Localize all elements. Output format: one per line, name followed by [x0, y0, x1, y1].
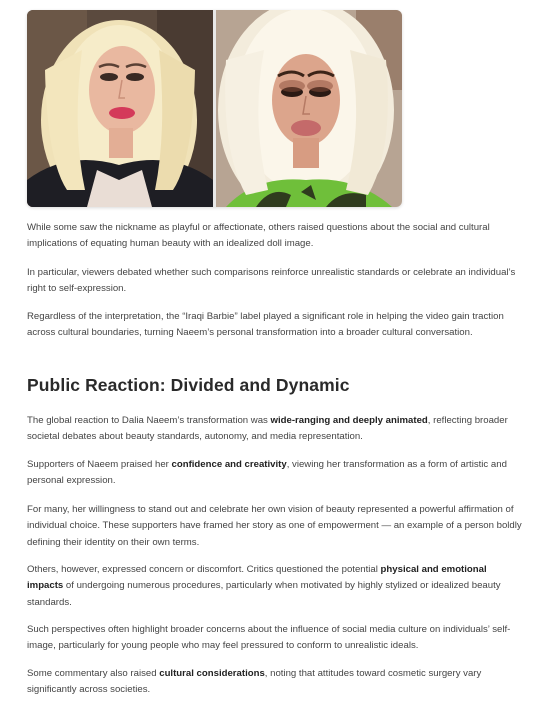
text-run: , reflecting broader societal debates about beauty standards, autonomy, and media representation. [27, 415, 508, 443]
paragraph-supporters [27, 457, 523, 490]
woman-before-photo [27, 10, 213, 207]
bold-phrase: confidence and creativity [171, 459, 287, 470]
paragraph-social-media [27, 622, 523, 655]
text-run: Regardless of the interpretation, the “Iraqi Barbie” label played a significant role in helping the video gain traction across cultural boundaries, turning Naeem’s personal transformation into a broader cultural conversation. [27, 311, 504, 339]
paragraph-iraqi-barbie-label [27, 309, 523, 342]
section-heading: Public Reaction: Divided and Dynamic [27, 375, 350, 395]
bold-phrase: wide-ranging and deeply animated [270, 415, 428, 426]
comparison-photo-strip [27, 10, 402, 207]
paragraph-nickname-debate [27, 220, 523, 253]
text-run: Some commentary also raised [27, 668, 160, 679]
text-run: , noting that attitudes toward cosmetic surgery vary significantly across societies. [27, 668, 482, 696]
text-run: Others, however, expressed concern or discomfort. Critics questioned the potential [27, 564, 381, 575]
text-run: Supporters of Naeem praised her [27, 459, 172, 470]
paragraph-critics [27, 562, 523, 611]
text-run: Such perspectives often highlight broader concerns about the influence of social media culture on individuals’ self-image, particularly for young people who may feel pressured to conform to unrealistic ideals. [27, 624, 511, 652]
paragraph-global-reaction [27, 413, 523, 446]
text-run: In particular, viewers debated whether such comparisons reinforce unrealistic standards or celebrate an individual’s right to self-expression. [27, 267, 516, 295]
bold-phrase: cultural considerations [159, 668, 265, 679]
paragraph-cultural-considerations [27, 666, 523, 699]
text-run: , viewing her transformation as a form of artistic and personal expression. [27, 459, 507, 487]
woman-after-photo [216, 10, 402, 207]
bold-phrase: physical and emotional impacts [27, 564, 487, 592]
paragraph-empowerment [27, 502, 523, 551]
paragraph-unrealistic-standards [27, 265, 523, 298]
text-run: The global reaction to Dalia Naeem’s transformation was [27, 415, 271, 426]
text-run: of undergoing numerous procedures, particularly when motivated by highly stylized or idealized beauty standards. [27, 580, 501, 608]
text-run: While some saw the nickname as playful or affectionate, others raised questions about the social and cultural implications of equating human beauty with an idealized doll image. [27, 222, 490, 250]
text-run: For many, her willingness to stand out and celebrate her own vision of beauty represented a powerful affirmation of individual choice. These supporters have framed her story as one of empowerment — an example of a person boldly defining their identity on their own terms. [27, 504, 522, 548]
